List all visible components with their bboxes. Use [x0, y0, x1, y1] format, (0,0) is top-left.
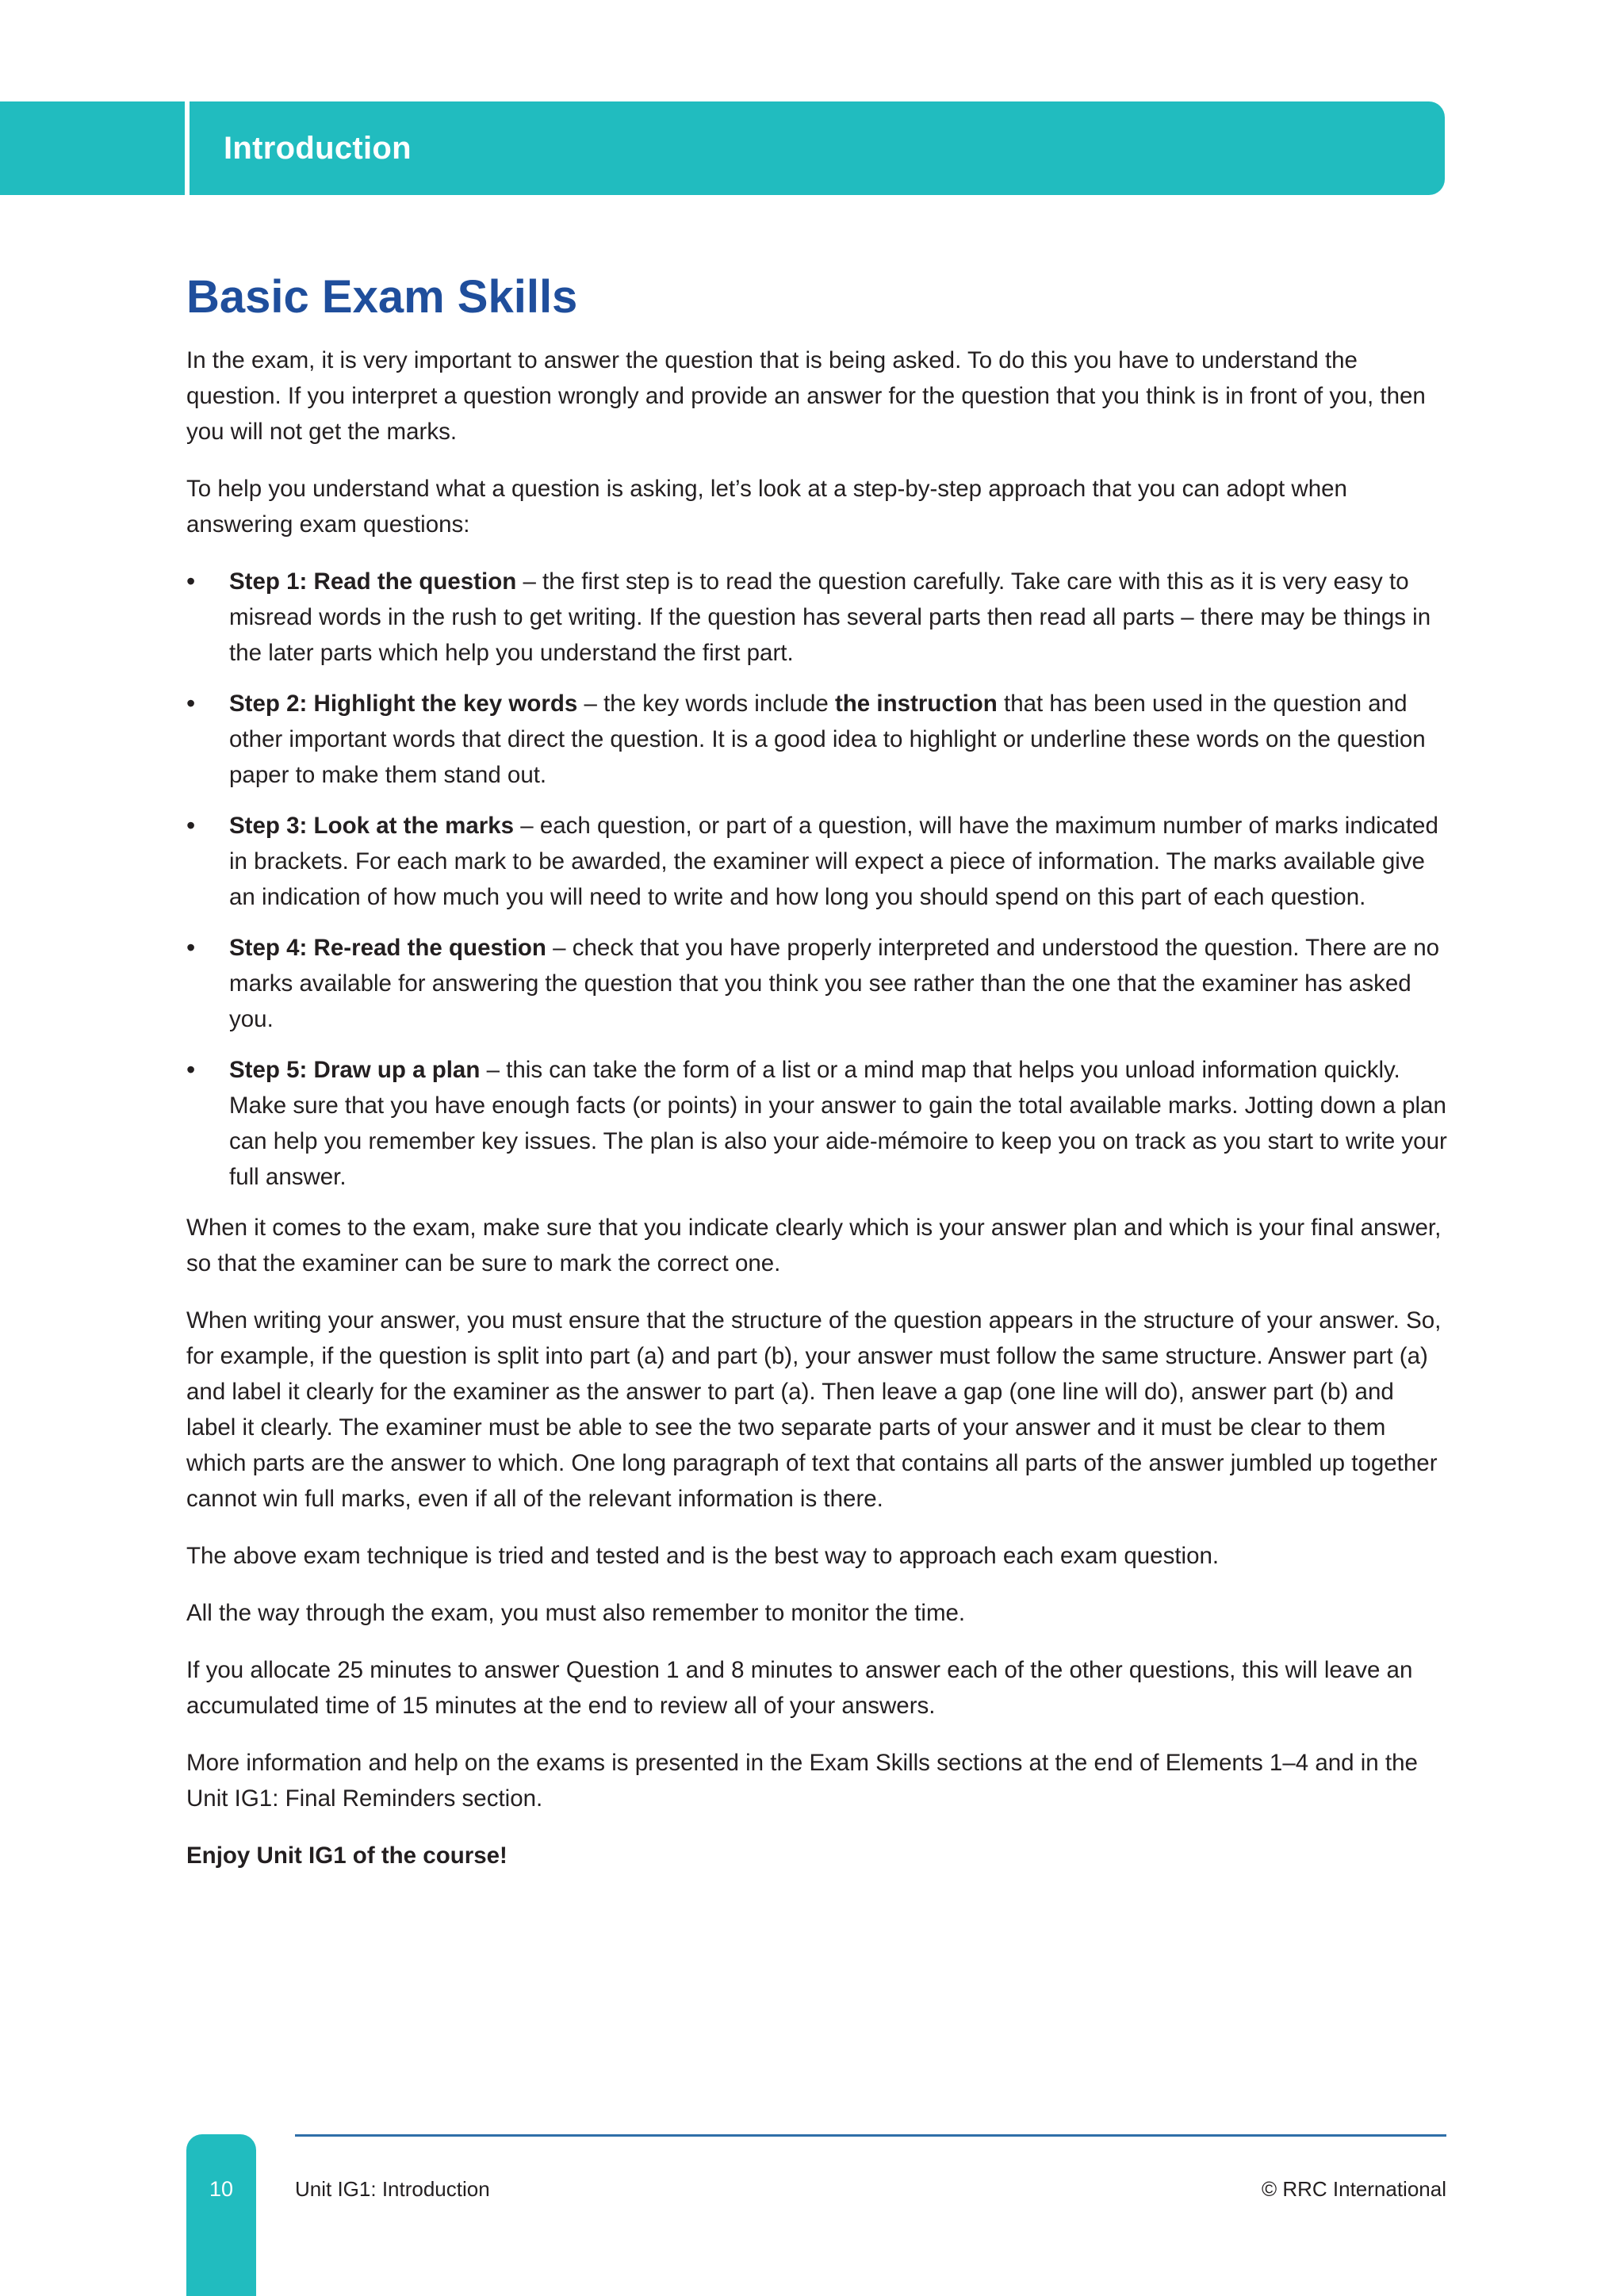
step-title: Step 2: Highlight the key words: [229, 690, 578, 717]
intro-paragraph-1: In the exam, it is very important to answer the question that is being asked. To do this you have to understand the question. If you interpret a question wrongly and provide an answer for the question that you think is in front of you, then you will not get the marks.: [186, 346, 1426, 445]
body-paragraph-3: The above exam technique is tried and tested and is the best way to approach each exam question.: [186, 1542, 1220, 1569]
body-paragraph-1: When it comes to the exam, make sure that you indicate clearly which is your answer plan and which is your final answer, so that the examiner can be sure to mark the correct one.: [186, 1214, 1442, 1276]
step-text: – the first step is to read the question carefully. Take care with this as it is very easy to misread words in the rush to get writing. If the question has several parts then read all parts – there may be things in the later parts which help you understand the first part.: [229, 568, 1431, 666]
step-text: – this can take the form of a list or a mind map that helps you unload information quickly. Make sure that you have enough facts (or points) in your answer to gain the total available marks. Jotting down a plan can help you remember key issues. The plan is also your aide-mémoire to keep you on track as you start to write your full answer.: [229, 1056, 1447, 1190]
list-item: [186, 930, 1447, 1037]
closing-line: Enjoy Unit IG1 of the course!: [186, 1842, 508, 1869]
body-paragraph-4: All the way through the exam, you must also remember to monitor the time.: [186, 1599, 966, 1626]
footer-copyright: © RRC International: [1261, 2177, 1446, 2201]
list-item: [186, 686, 1447, 793]
body-paragraph-6: More information and help on the exams is presented in the Exam Skills sections at the end of Elements 1–4 and in the Unit IG1: Final Reminders section.: [186, 1749, 1418, 1812]
step-text: – check that you have properly interpreted and understood the question. There are no marks available for answering the question that you think you see rather than the one that the examiner has asked you.: [229, 934, 1440, 1032]
step-title: Step 1: Read the question: [229, 568, 517, 595]
section-title: Basic Exam Skills: [186, 271, 578, 323]
step-text: – the key words include: [577, 690, 835, 717]
footer-divider: [295, 2134, 1446, 2137]
step-text: that has been used in the question and other important words that direct the question. It is a good idea to highlight or underline these words on the question paper to make them stand out.: [229, 690, 1426, 788]
step-title: Step 4: Re-read the question: [229, 934, 546, 961]
step-text: – each question, or part of a question, will have the maximum number of marks indicated in brackets. For each mark to be awarded, the examiner will expect a piece of information. The marks available give an indication of how much you will need to write and how long you should spend on this part of each question.: [229, 812, 1438, 910]
page-number-tab: [186, 2134, 256, 2296]
header-divider: [185, 101, 190, 195]
body-paragraph-5: If you allocate 25 minutes to answer Question 1 and 8 minutes to answer each of the other questions, this will leave an accumulated time of 15 minutes at the end to review all of your answers.: [186, 1656, 1413, 1719]
steps-list: [186, 564, 1447, 1195]
body-paragraph-2: When writing your answer, you must ensure that the structure of the question appears in the structure of your answer. So, for example, if the question is split into part (a) and part (b), your answer must follow the same structure. Answer part (a) and label it clearly for the examiner as the answer to part (a). Then leave a gap (one line will do), answer part (b) and label it clearly. The examiner must be able to see the two separate parts of your answer and it must be clear to them which parts are the answer to which. One long paragraph of text that contains all parts of the answer jumbled up together cannot win full marks, even if all of the relevant information is there.: [186, 1307, 1442, 1512]
step-title: Step 5: Draw up a plan: [229, 1056, 481, 1083]
intro-paragraph-2: To help you understand what a question is asking, let’s look at a step-by-step approach that you can adopt when answering exam questions:: [186, 475, 1347, 538]
step-emphasis: the instruction: [834, 690, 998, 717]
list-item: [186, 564, 1447, 671]
footer-unit-title: Unit IG1: Introduction: [295, 2177, 490, 2201]
main-content: [186, 270, 1447, 1873]
list-item: [186, 1052, 1447, 1195]
step-title: Step 3: Look at the marks: [229, 812, 515, 839]
header-title: Introduction: [224, 131, 412, 166]
list-item: [186, 808, 1447, 915]
page-number: 10: [209, 2177, 234, 2201]
header-band: [0, 101, 1445, 195]
